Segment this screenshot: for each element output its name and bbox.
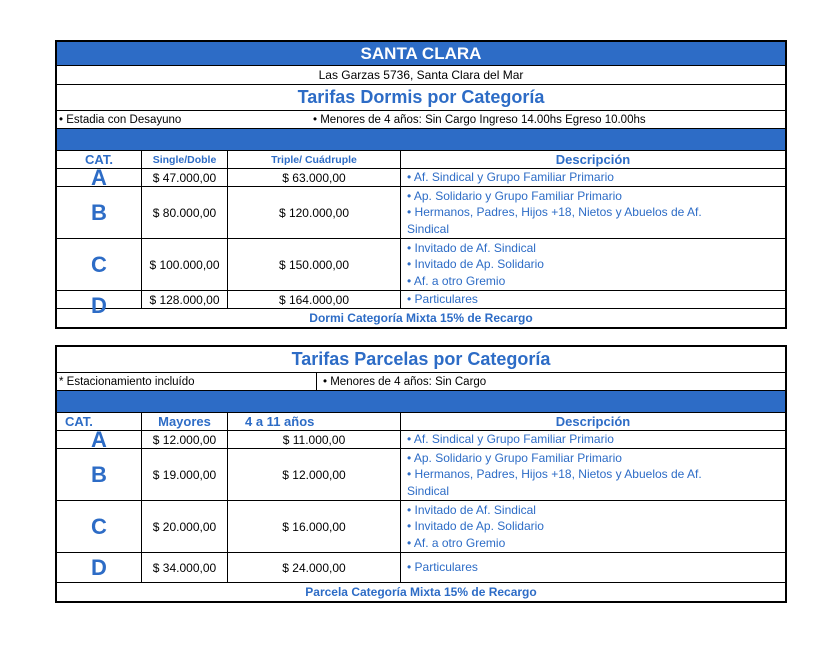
category-letter: B <box>57 187 142 238</box>
description-line: • Af. a otro Gremio <box>407 273 506 288</box>
price-cell: $ 24.000,00 <box>228 553 401 582</box>
parcelas-header-col-a: Mayores <box>142 413 228 430</box>
dormis-footer <box>57 309 785 327</box>
description-line: • Invitado de Ap. Solidario <box>407 257 544 272</box>
address: Las Garzas 5736, Santa Clara del Mar <box>318 68 524 82</box>
description-line: • Particulares <box>407 292 478 307</box>
price-cell: $ 80.000,00 <box>142 187 228 238</box>
description-cell <box>401 291 785 308</box>
dormis-header-col-b: Triple/ Cuádruple <box>228 151 401 168</box>
dormis-info-right: • Menores de 4 años: Sin Cargo Ingreso 14.00hs Egreso 10.00hs <box>313 113 646 126</box>
price-cell: $ 120.000,00 <box>228 187 401 238</box>
price-cell: $ 100.000,00 <box>142 239 228 290</box>
dormis-header-desc: Descripción <box>555 152 631 167</box>
price-cell: $ 11.000,00 <box>228 431 401 448</box>
category-letter: C <box>57 501 142 552</box>
category-letter: A <box>57 431 142 448</box>
description-line: Sindical <box>407 483 450 498</box>
dormis-table <box>55 40 787 329</box>
category-letter: D <box>57 291 142 308</box>
dormis-info-row <box>57 111 785 129</box>
parcelas-header-col-b: 4 a 11 años <box>228 413 401 430</box>
category-letter: B <box>57 449 142 500</box>
category-letter: A <box>57 169 142 186</box>
parcelas-info-right: • Menores de 4 años: Sin Cargo <box>323 375 487 388</box>
parcelas-header-row <box>57 413 785 431</box>
dormis-heading-text: Tarifas Dormis por Categoría <box>297 87 545 107</box>
dormis-footer-text: Dormi Categoría Mixta 15% de Recargo <box>309 311 533 325</box>
description-line: • Invitado de Af. Sindical <box>407 240 536 255</box>
description-cell <box>401 553 785 582</box>
dormis-header-col-a: Single/Doble <box>142 151 228 168</box>
parcelas-blue-band <box>57 391 785 413</box>
table-row <box>57 164 785 190</box>
dormis-heading <box>57 85 785 111</box>
table-row <box>57 553 785 583</box>
parcelas-header-desc: Descripción <box>555 414 631 429</box>
price-cell: $ 19.000,00 <box>142 449 228 500</box>
price-cell: $ 164.000,00 <box>228 291 401 308</box>
description-line: • Invitado de Ap. Solidario <box>407 519 544 534</box>
parcelas-info-row <box>57 373 785 391</box>
price-cell: $ 34.000,00 <box>142 553 228 582</box>
price-cell: $ 63.000,00 <box>228 169 401 186</box>
description-line: • Hermanos, Padres, Hijos +18, Nietos y Abuelos de Af. <box>407 205 702 220</box>
description-cell <box>401 239 785 290</box>
parcelas-table <box>55 345 787 603</box>
category-letter: D <box>57 553 142 582</box>
description-line: • Ap. Solidario y Grupo Familiar Primario <box>407 188 622 203</box>
description-line: • Invitado de Af. Sindical <box>407 502 536 517</box>
dormis-header-cat: CAT. <box>57 151 142 168</box>
table-row <box>57 449 785 501</box>
category-letter: C <box>57 239 142 290</box>
dormis-header-row <box>57 151 785 169</box>
description-line: • Particulares <box>407 560 478 575</box>
parcelas-info-left: * Estacionamiento incluído <box>57 373 317 390</box>
description-line: • Af. Sindical y Grupo Familiar Primario <box>407 432 614 447</box>
description-cell <box>401 501 785 552</box>
description-cell <box>401 431 785 448</box>
table-row <box>57 239 785 291</box>
price-cell: $ 16.000,00 <box>228 501 401 552</box>
description-cell <box>401 169 785 186</box>
description-cell <box>401 187 785 238</box>
price-cell: $ 12.000,00 <box>228 449 401 500</box>
description-line: • Ap. Solidario y Grupo Familiar Primario <box>407 450 622 465</box>
table-row <box>57 501 785 553</box>
price-cell: $ 47.000,00 <box>142 169 228 186</box>
description-line: • Af. Sindical y Grupo Familiar Primario <box>407 170 614 185</box>
dormis-info-left: • Estadia con Desayuno <box>59 113 182 126</box>
parcelas-footer-text: Parcela Categoría Mixta 15% de Recargo <box>305 585 537 599</box>
page-title: SANTA CLARA <box>360 43 482 63</box>
parcelas-footer <box>57 583 785 601</box>
description-line: • Hermanos, Padres, Hijos +18, Nietos y Abuelos de Af. <box>407 467 702 482</box>
parcelas-header-cat: CAT. <box>57 413 142 430</box>
price-cell: $ 128.000,00 <box>142 291 228 308</box>
price-cell: $ 12.000,00 <box>142 431 228 448</box>
table-row <box>57 187 785 239</box>
table-row <box>57 426 785 452</box>
price-cell: $ 150.000,00 <box>228 239 401 290</box>
price-cell: $ 20.000,00 <box>142 501 228 552</box>
dormis-blue-band <box>57 129 785 151</box>
description-line: • Af. a otro Gremio <box>407 535 506 550</box>
parcelas-heading-text: Tarifas Parcelas por Categoría <box>291 349 551 369</box>
parcelas-heading <box>57 347 785 373</box>
title-banner <box>57 42 785 66</box>
address-row <box>57 66 785 85</box>
description-cell <box>401 449 785 500</box>
description-line: Sindical <box>407 221 450 236</box>
